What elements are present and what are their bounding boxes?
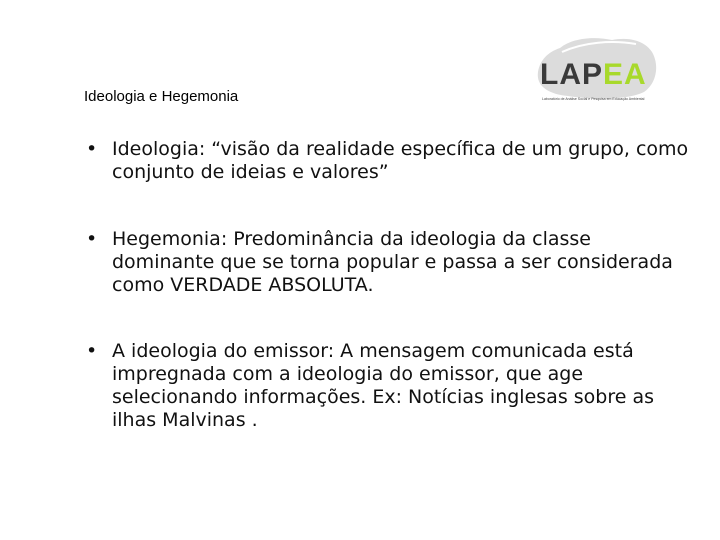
lapea-logo-mark	[532, 34, 658, 106]
bullet-dot-icon: •	[86, 340, 98, 362]
bullet-item-ideologia	[86, 138, 696, 184]
lapea-logo	[532, 34, 658, 106]
bullet-text: Hegemonia: Predominância da ideologia da classe dominante que se torna popular e passa a ser considerada como VERDADE ABSOLUTA.	[112, 228, 673, 296]
bullet-dot-icon: •	[86, 138, 98, 160]
logo-subtitle: Laboratório de Análise Social e Pesquisa em Educação Ambiental	[542, 97, 645, 101]
bullet-text: A ideologia do emissor: A mensagem comunicada está impregnada com a ideologia do emissor, que age selecionando informações. Ex: Notícias inglesas sobre as ilhas Malvinas .	[112, 340, 655, 431]
bullet-text: Ideologia: “visão da realidade específica de um grupo, como conjunto de ideias e valores”	[112, 138, 689, 183]
logo-wordmark-suffix: EA	[603, 58, 647, 91]
bullet-dot-icon: •	[86, 228, 98, 250]
logo-wordmark	[540, 58, 647, 91]
bullet-list	[86, 138, 696, 432]
bullet-item-emissor	[86, 340, 696, 432]
logo-wordmark-prefix: LAP	[540, 58, 603, 91]
bullet-item-hegemonia	[86, 228, 696, 297]
slide-title: Ideologia e Hegemonia	[84, 88, 239, 105]
